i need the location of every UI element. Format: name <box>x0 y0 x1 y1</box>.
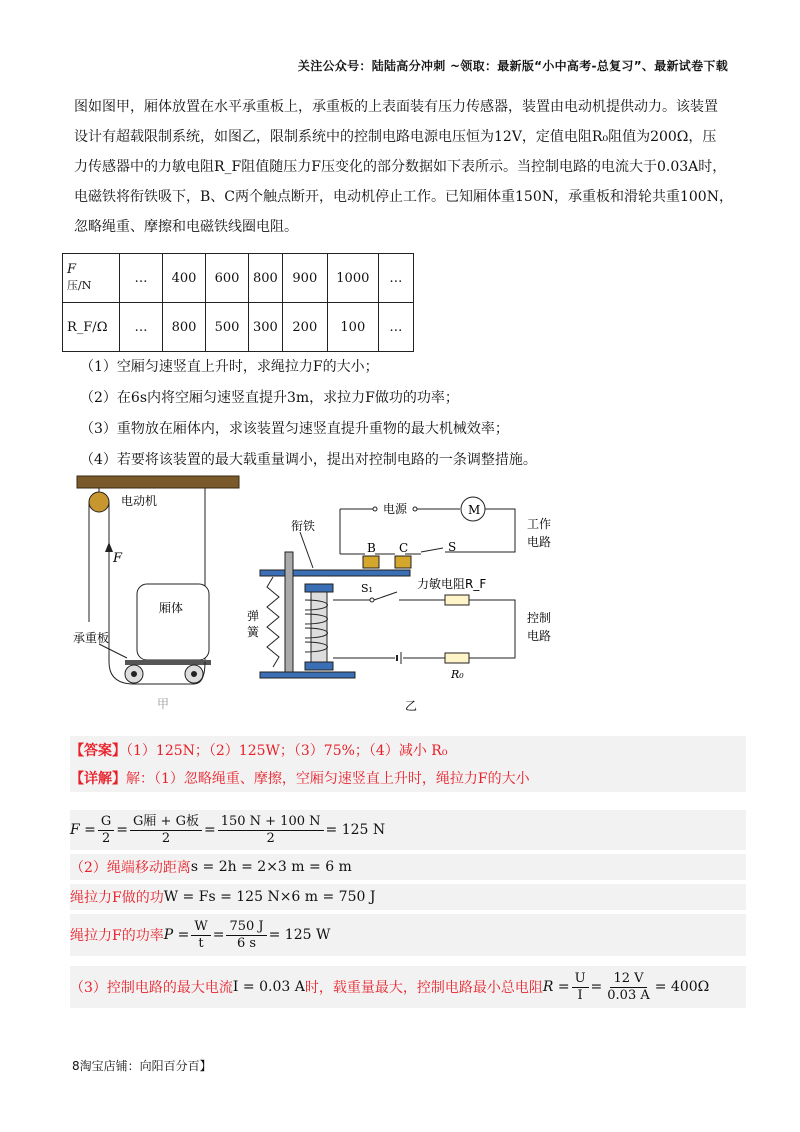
fraction-den: 0.03 A <box>607 987 650 1003</box>
table-cell: … <box>120 254 163 303</box>
detail-tag: 【详解】 <box>70 771 126 787</box>
table-cell: 500 <box>206 303 249 352</box>
motor-symbol: M <box>468 503 481 517</box>
figure-caption-yi: 乙 <box>405 699 418 713</box>
eq-lhs: R = <box>542 979 570 995</box>
fraction <box>130 814 202 847</box>
step2-row <box>70 854 746 880</box>
fraction-den: 2 <box>161 830 171 846</box>
power-label: 电源 <box>383 502 408 516</box>
physics-figure <box>65 472 665 722</box>
spring-label: 簧 <box>247 625 260 639</box>
table-cell: … <box>378 254 413 303</box>
ceiling-beam <box>77 476 239 488</box>
fraction-num: G厢 + G板 <box>130 814 202 831</box>
resistor-rf-icon <box>445 595 469 605</box>
figure-jia <box>73 476 239 711</box>
fraction-den: 2 <box>101 830 111 846</box>
fraction <box>604 971 652 1004</box>
contact-c-label: C <box>399 541 409 555</box>
eq-result: = 125 W <box>268 927 331 943</box>
question-item: （2）在6s内将空厢匀速竖直提升3m，求拉力F做功的功率； <box>80 390 459 406</box>
armature-label: 衔铁 <box>291 519 316 533</box>
problem-line: 图如图甲，厢体放置在水平承重板上，承重板的上表面装有压力传感器，装置由电动机提供动力。该装置 <box>74 99 718 115</box>
table-cell: 600 <box>206 254 249 303</box>
plate-label: 承重板 <box>73 631 110 645</box>
table-row <box>63 254 414 303</box>
equation-row <box>70 810 746 850</box>
fraction-den: t <box>198 935 204 951</box>
force-label: F <box>113 551 123 566</box>
problem-line: 设计有超载限制系统，如图乙，限制系统中的控制电路电源电压恒为12V，定值电阻R₀阻值为200Ω，压 <box>74 129 717 145</box>
cabin-box <box>137 584 209 660</box>
table-cell: 400 <box>163 254 206 303</box>
contact-c-icon <box>395 556 411 568</box>
eq-result: = 400Ω <box>654 979 710 995</box>
equation: F = $\frac{G}{2}$ = $\frac{\text{G厢 + G板}}{2}$ = $\frac{150 N + 100 N}{2}$ = 125 N <box>70 813 386 846</box>
contact-b-label: B <box>367 541 376 555</box>
control-circuit-label: 电路 <box>527 629 552 643</box>
equation: R = $\frac{U}{I}$ = $\frac{12 V}{0.03 A}$ = 400Ω <box>542 970 710 1003</box>
fraction-num: G <box>98 814 114 831</box>
work-row <box>70 884 746 910</box>
detail-row <box>70 766 746 792</box>
resistor-r0-icon <box>445 653 469 663</box>
eq-result: = 125 N <box>325 822 386 838</box>
figure-caption-jia: 甲 <box>157 697 170 711</box>
fraction-num: 150 N + 100 N <box>218 814 324 831</box>
power-row <box>70 914 746 956</box>
table-cell: 800 <box>249 254 283 303</box>
table-cell: 100 <box>327 303 378 352</box>
base-plate <box>260 672 355 678</box>
step-text: 时，载重量最大，控制电路最小总电阻 <box>304 980 543 996</box>
fraction <box>191 919 210 952</box>
table-row <box>63 303 414 352</box>
pivot-post <box>285 552 293 672</box>
step-label: （2）绳端移动距离 <box>70 860 191 876</box>
switch-s-label: S <box>448 540 457 554</box>
contact-b-icon <box>363 556 379 568</box>
cabin-label: 厢体 <box>159 601 184 615</box>
force-symbol: F <box>67 262 77 277</box>
fraction-num: W <box>191 919 210 936</box>
eq-lhs: P = <box>163 927 190 943</box>
fraction-den: I <box>577 987 583 1003</box>
table-cell: 200 <box>282 303 327 352</box>
eq-lhs: F = <box>70 822 96 838</box>
problem-text <box>74 92 734 242</box>
problem-line: 电磁铁将衔铁吸下，B、C两个触点断开，电动机停止工作。已知厢体重150N，承重板和滑轮共重100N， <box>74 189 733 205</box>
step-label: （3）控制电路的最大电流 <box>70 980 233 996</box>
question-item: （1）空厢匀速竖直上升时，求绳拉力F的大小； <box>80 359 379 375</box>
work-circuit-label: 电路 <box>527 535 552 549</box>
question-item: （4）若要将该装置的最大载重量调小，提出对控制电路的一条调整措施。 <box>80 452 537 468</box>
equation: P = $\frac{W}{t}$ = $\frac{750 J}{6 s}$ = 125 W <box>163 918 331 951</box>
fraction-den: 6 s <box>236 935 257 951</box>
figure-yi <box>247 497 551 713</box>
answer-row <box>70 736 746 766</box>
motor-label: 电动机 <box>121 494 158 508</box>
question-item: （3）重物放在厢体内，求该装置匀速竖直提升重物的最大机械效率； <box>80 421 509 437</box>
problem-line: 忽略绳重、摩擦和电磁铁线圈电阻。 <box>74 219 298 235</box>
page-footer: 8淘宝店铺：向阳百分百】 <box>72 1059 212 1073</box>
step3-row <box>70 966 746 1008</box>
pulley-icon <box>89 492 109 512</box>
arrow-up-icon <box>105 542 113 552</box>
detail-intro: 解：（1）忽略绳重、摩擦，空厢匀速竖直上升时，绳拉力F的大小 <box>126 771 530 787</box>
data-table <box>62 253 414 352</box>
fraction <box>218 814 324 847</box>
table-cell: 1000 <box>327 254 378 303</box>
fraction-num: 750 J <box>226 919 266 936</box>
bearing-plate <box>125 660 211 665</box>
table-cell: 800 <box>163 303 206 352</box>
table-header-cell <box>63 254 120 303</box>
step-label: 绳拉力F的功率 <box>70 928 164 944</box>
armature-bar <box>260 570 410 576</box>
fraction-num: U <box>572 971 589 988</box>
switch-s1-label: S₁ <box>361 582 373 595</box>
fraction <box>572 971 589 1004</box>
table-cell: 300 <box>249 303 283 352</box>
table-cell: 900 <box>282 254 327 303</box>
answer-text: （1）125N；（2）125W；（3）75%；（4）减小 R₀ <box>126 743 448 759</box>
table-cell: … <box>378 303 413 352</box>
table-cell: … <box>120 303 163 352</box>
page-header: 关注公众号：陆陆高分冲刺 ~领取：最新版“小中高考-总复习”、最新试卷下载 <box>297 59 728 73</box>
equation: W = Fs = 125 N×6 m = 750 J <box>163 889 376 905</box>
answer-tag: 【答案】 <box>70 743 126 759</box>
force-unit: 压/N <box>67 279 92 292</box>
spring-label: 弹 <box>247 609 260 623</box>
r0-label: R₀ <box>451 668 464 681</box>
question-list <box>80 352 537 476</box>
table-header-cell: R_F/Ω <box>63 303 120 352</box>
fraction-num: 12 V <box>610 971 646 988</box>
fraction <box>98 814 114 847</box>
switch-s-icon <box>421 548 443 552</box>
control-circuit-label: 控制 <box>527 611 552 625</box>
step-label: 绳拉力F做的功 <box>70 890 164 906</box>
work-circuit-label: 工作 <box>527 517 552 531</box>
fraction <box>226 919 266 952</box>
equation: I = 0.03 A <box>232 979 305 995</box>
problem-line: 力传感器中的力敏电阻R_F阻值随压力F压变化的部分数据如下表所示。当控制电路的电流大于0.03A时， <box>74 159 727 175</box>
fraction-den: 2 <box>266 830 275 846</box>
switch-s1-icon <box>374 592 397 600</box>
spring-icon <box>267 577 279 667</box>
equation: s = 2h = 2×3 m = 6 m <box>190 859 352 875</box>
rf-label: 力敏电阻R_F <box>417 577 487 591</box>
